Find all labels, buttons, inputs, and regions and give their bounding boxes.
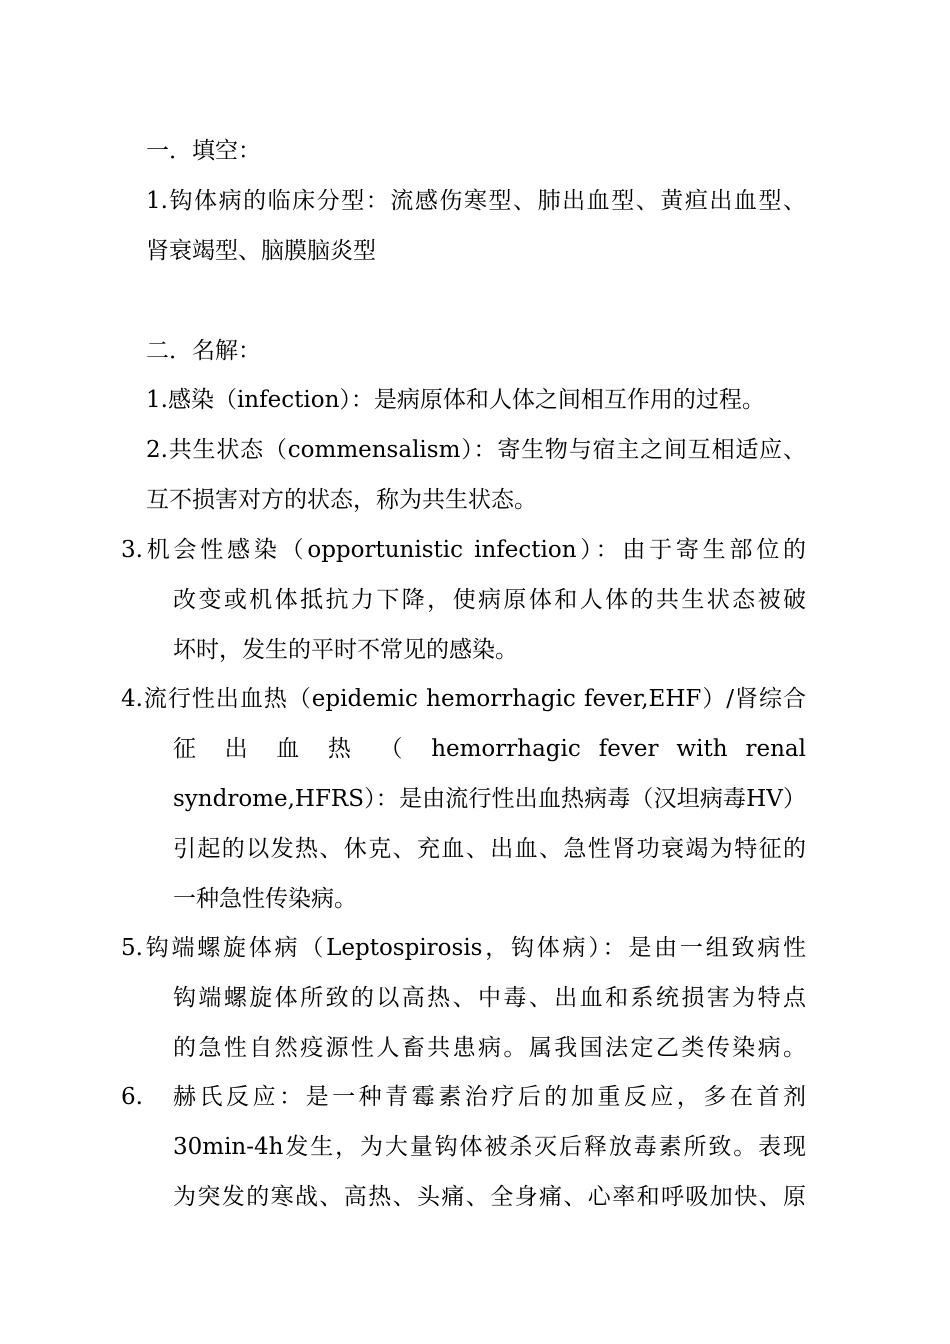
definition-4-line-3: syndrome,HFRS）：是由流行性出血热病毒（汉坦病毒HV） [173,786,806,812]
definition-5-line-3: 的急性自然疫源性人畜共患病。属我国法定乙类传染病。 [173,1035,806,1061]
definition-6-line-2: 30min-4h发生，为大量钩体被杀灭后释放毒素所致。表现 [173,1134,806,1160]
definition-3-line-3: 坏时，发生的平时不常见的感染。 [173,637,518,663]
definition-4-line-4: 引起的以发热、休克、充血、出血、急性肾功衰竭为特征的 [173,836,806,862]
fill-item-1-line-2: 肾衰竭型、脑膜脑炎型 [146,238,376,264]
fill-item-1-line-1: 1.钩体病的临床分型：流感伤寒型、肺出血型、黄疸出血型、 [146,188,806,214]
definition-4-line-2: 征 出 血 热 （ hemorrhagic fever with renal [173,736,806,762]
definition-2-line-1: 2.共生状态（commensalism）：寄生物与宿主之间互相适应、 [146,437,806,463]
definition-2-line-2: 互不损害对方的状态，称为共生状态。 [146,487,537,513]
definition-4-line-5: 一种急性传染病。 [173,886,357,912]
definition-4-line-1: 4.流行性出血热（epidemic hemorrhagic fever,EHF）/肾综合 [121,686,806,712]
definition-6-line-3: 为突发的寒战、高热、头痛、全身痛、心率和呼吸加快、原 [173,1184,806,1210]
definition-5-line-2: 钩端螺旋体所致的以高热、中毒、出血和系统损害为特点 [173,985,806,1011]
definition-6-line-1: 6. 赫氏反应：是一种青霉素治疗后的加重反应，多在首剂 [121,1084,806,1110]
section-heading-fill-blank: 一．填空： [146,138,261,164]
definition-1-line-1: 1.感染（infection）：是病原体和人体之间相互作用的过程。 [146,387,765,413]
definition-3-line-1: 3.机会性感染（opportunistic infection）：由于寄生部位的 [121,537,806,563]
definition-5-line-1: 5.钩端螺旋体病（Leptospirosis，钩体病）：是由一组致病性 [121,935,806,961]
definition-3-line-2: 改变或机体抵抗力下降，使病原体和人体的共生状态被破 [173,587,806,613]
section-heading-definitions: 二．名解： [146,338,261,364]
